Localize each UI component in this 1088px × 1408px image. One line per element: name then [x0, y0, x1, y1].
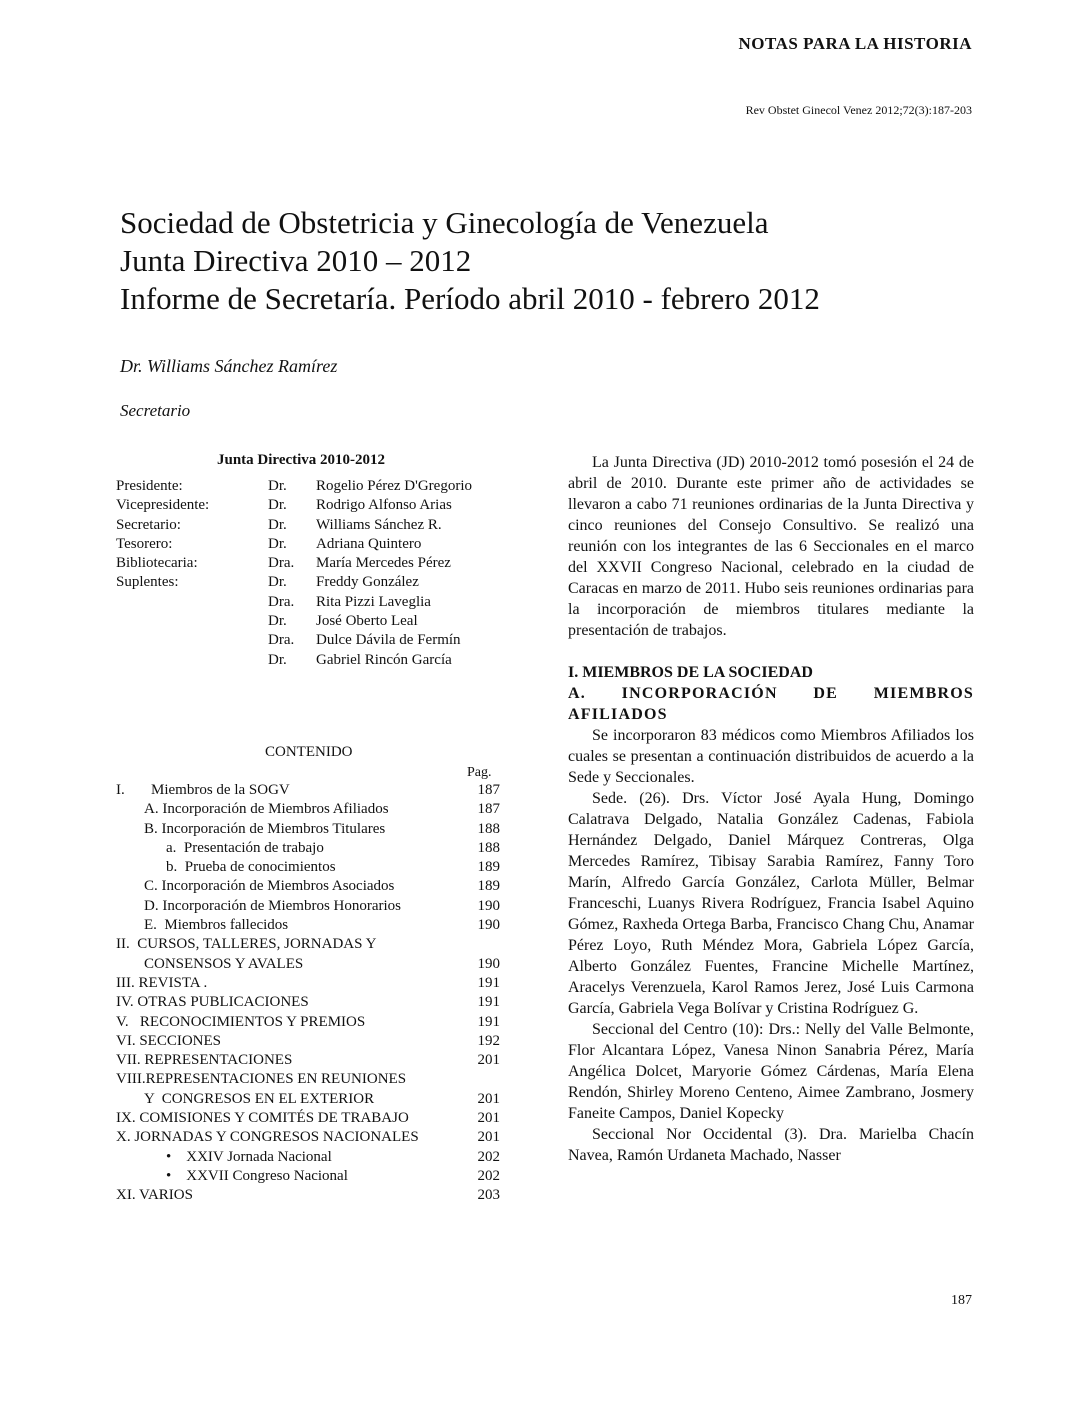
contents-item — [116, 1129, 500, 1148]
contents-item — [116, 1110, 500, 1129]
title-line-3: Informe de Secretaría. Período abril 2010 - febrero 2012 — [120, 281, 820, 316]
junta-title: Dra. — [268, 593, 295, 610]
title-line-1: Sociedad de Obstetricia y Ginecología de Venezuela — [120, 205, 769, 240]
contents-item — [116, 917, 500, 936]
junta-position: Bibliotecaria: — [116, 555, 198, 572]
junta-title: Dr. — [268, 478, 287, 494]
junta-position: Vicepresidente: — [116, 497, 210, 514]
junta-title: Dr. — [268, 497, 287, 514]
section-tag: NOTAS PARA LA HISTORIA — [738, 34, 972, 53]
contents-item-text: IX. COMISIONES Y COMITÉS DE TRABAJO — [116, 1110, 409, 1127]
contents-item — [116, 1052, 500, 1071]
contents-item-page: 201 — [477, 1110, 500, 1127]
contents-item-page: 202 — [477, 1148, 500, 1165]
contents-item-text: D. Incorporación de Miembros Honorarios — [144, 897, 402, 914]
contents-item — [116, 1168, 500, 1187]
contents-item-text: I. Miembros de la SOGV — [116, 782, 290, 798]
contents-item-page: 190 — [477, 917, 500, 934]
contents-item-page: 187 — [477, 801, 500, 818]
contents-item-page: 188 — [477, 839, 500, 856]
contents-item-text: C. Incorporación de Miembros Asociados — [144, 878, 395, 895]
contents-item-page: 187 — [477, 782, 500, 798]
page-number: 187 — [951, 1293, 972, 1308]
contents-list — [116, 782, 500, 1207]
contents-item-page: 191 — [477, 974, 500, 991]
contents-item-text: Y CONGRESOS EN EL EXTERIOR — [144, 1090, 375, 1107]
junta-position: Suplentes: — [116, 574, 179, 591]
author-role: Secretario — [120, 401, 191, 420]
body-paragraph: Seccional Nor Occidental (3). Dra. Marielba Chacín Navea, Ramón Urdaneta Machado, Nasser — [568, 1126, 974, 1164]
contents-item — [116, 1187, 500, 1206]
contents-item — [116, 936, 500, 955]
contents-item-text: VII. REPRESENTACIONES — [116, 1052, 293, 1069]
contents-item-page: 191 — [477, 994, 500, 1011]
junta-name: José Oberto Leal — [316, 613, 418, 630]
contents-item-text: • XXVII Congreso Nacional — [166, 1167, 348, 1184]
contents-item-page: 189 — [477, 859, 500, 876]
contents-item-page: 189 — [477, 878, 500, 895]
junta-title: Dr. — [268, 574, 287, 591]
contents-item — [116, 1071, 500, 1090]
contents-item-page: 191 — [477, 1013, 500, 1030]
contents-item-page: 201 — [477, 1090, 500, 1107]
junta-name: Williams Sánchez R. — [316, 516, 442, 533]
contents-item-text: b. Prueba de conocimientos — [166, 859, 336, 876]
contents-item-page: 202 — [477, 1167, 500, 1184]
contents-pag-label: Pag. — [467, 765, 492, 780]
contents-item — [116, 1149, 500, 1168]
contents-item-text: A. Incorporación de Miembros Afiliados — [144, 801, 389, 818]
journal-citation: Rev Obstet Ginecol Venez 2012;72(3):187-203 — [745, 103, 972, 117]
junta-name: Rita Pizzi Laveglia — [316, 593, 431, 610]
junta-name: Adriana Quintero — [316, 535, 422, 552]
contents-item-text: V. RECONOCIMIENTOS Y PREMIOS — [116, 1013, 366, 1030]
contents-item-text: a. Presentación de trabajo — [166, 839, 324, 856]
contents-item — [116, 840, 500, 859]
junta-title: Dr. — [268, 651, 287, 668]
contents-item-text: B. Incorporación de Miembros Titulares — [144, 820, 386, 837]
junta-title: Dra. — [268, 632, 295, 649]
contents-item — [116, 801, 500, 820]
contents-item — [116, 782, 500, 801]
contents-item-text: X. JORNADAS Y CONGRESOS NACIONALES — [116, 1129, 419, 1146]
contents-item — [116, 1091, 500, 1110]
article-title — [120, 204, 980, 318]
contents-item-page: 192 — [477, 1032, 500, 1049]
contents-item — [116, 821, 500, 840]
body-paragraph: Seccional del Centro (10): Drs.: Nelly del Valle Belmonte, Flor Alcantara López, Vanesa Ninon Sanabria Pérez, María Angélica Dolcet, Maryorie Gómez Cárdenas, María Elena Rendón, Shirley Moreno Centeno, Aimee Zambrano, Josmery Faneite Campos, Daniel Kopecky — [568, 1021, 974, 1122]
junta-position: Presidente: — [116, 478, 183, 494]
title-line-2: Junta Directiva 2010 – 2012 — [120, 243, 472, 278]
contents-item-page: 201 — [477, 1129, 500, 1146]
contents-item-text: VIII.REPRESENTACIONES EN REUNIONES — [116, 1071, 407, 1088]
contents-item-page: 203 — [477, 1187, 500, 1204]
intro-paragraph: La Junta Directiva (JD) 2010-2012 tomó posesión el 24 de abril de 2010. Durante este primer año de actividades se llevaron a cabo 71 reuniones ordinarias de la Junta Directiva y cinco reuniones del Consejo Consultivo. Se realizó una reunión con los integrantes de las 6 Seccionales en el marco del XXVII Congreso Nacional, celebrado en la ciudad de Caracas en marzo de 2011. Hubo seis reuniones ordinarias para la incorporación de miembros titulares mediante la presentación de trabajos. — [568, 454, 974, 639]
contents-item — [116, 878, 500, 897]
junta-title: Dr. — [268, 516, 287, 533]
junta-position: Secretario: — [116, 516, 181, 533]
body-column — [568, 452, 974, 1166]
contents-item-page: 201 — [477, 1052, 500, 1069]
contents-item — [116, 975, 500, 994]
contents-item-text: III. REVISTA . — [116, 974, 208, 991]
junta-name: Rodrigo Alfonso Arias — [316, 497, 452, 514]
contents-item — [116, 859, 500, 878]
junta-name: Freddy González — [316, 574, 419, 591]
contents-item-page: 190 — [477, 897, 500, 914]
junta-name: Dulce Dávila de Fermín — [316, 632, 461, 649]
contents-item-text: IV. OTRAS PUBLICACIONES — [116, 994, 309, 1011]
subsection-heading-afiliados: A. INCORPORACIÓN DE MIEMBROS AFILIADOS — [568, 685, 974, 723]
contents-item — [116, 994, 500, 1013]
contents-item — [116, 898, 500, 917]
junta-title: Dr. — [268, 613, 287, 630]
junta-name: Rogelio Pérez D'Gregorio — [316, 478, 472, 494]
contents-item-text: VI. SECCIONES — [116, 1032, 222, 1049]
contents-item-text: E. Miembros fallecidos — [144, 917, 289, 934]
contents-item — [116, 1033, 500, 1052]
body-paragraph: Se incorporaron 83 médicos como Miembros Afiliados los cuales se presentan a continuación distribuidos de acuerdo a la Sede y Seccionales. — [568, 727, 974, 786]
junta-title: Dra. — [268, 555, 295, 572]
junta-name: María Mercedes Pérez — [316, 555, 451, 572]
section-heading-members: I. MIEMBROS DE LA SOCIEDAD — [568, 664, 813, 681]
junta-name: Gabriel Rincón García — [316, 651, 452, 668]
contents-item-page: 188 — [477, 820, 500, 837]
contents-item-text: II. CURSOS, TALLERES, JORNADAS Y — [116, 936, 377, 953]
contents-item-text: XI. VARIOS — [116, 1187, 193, 1204]
body-paragraph: Sede. (26). Drs. Víctor José Ayala Hung, Domingo Calatrava Delgado, Natalia González Cadenas, Fabiola Hernández Delgado, Daniel Márquez Contreras, Olga Mercedes Ramírez, Tibisay Sarabia Ramírez, Fanny Toro Marín, Alfredo García González, Carlota Müller, Belmar Franceschi, Luanys Rivera Rodríguez, Francia Isabel Aquino Gómez, Raxheda Ortega Barba, Francisco Chang Chu, Anamar Pérez Loyo, Ruth Méndez Mora, Gabriela López García, Alberto González Fuentes, Francine Michelle Martínez, Aracelys Verenzuela, Karol Ramos Jerez, José Luis Carmona García, Gabriela Vega Bolívar y Cristina Rodríguez G. — [568, 790, 974, 1017]
junta-heading: Junta Directiva 2010-2012 — [217, 452, 386, 468]
author-name: Dr. Williams Sánchez Ramírez — [120, 356, 338, 376]
contents-item-page: 190 — [477, 955, 500, 972]
contents-item — [116, 1014, 500, 1033]
contents-heading: CONTENIDO — [265, 744, 353, 760]
junta-title: Dr. — [268, 535, 287, 552]
contents-item-text: CONSENSOS Y AVALES — [144, 955, 304, 972]
contents-item — [116, 956, 500, 975]
contents-item-text: • XXIV Jornada Nacional — [166, 1148, 332, 1165]
junta-position: Tesorero: — [116, 535, 173, 552]
